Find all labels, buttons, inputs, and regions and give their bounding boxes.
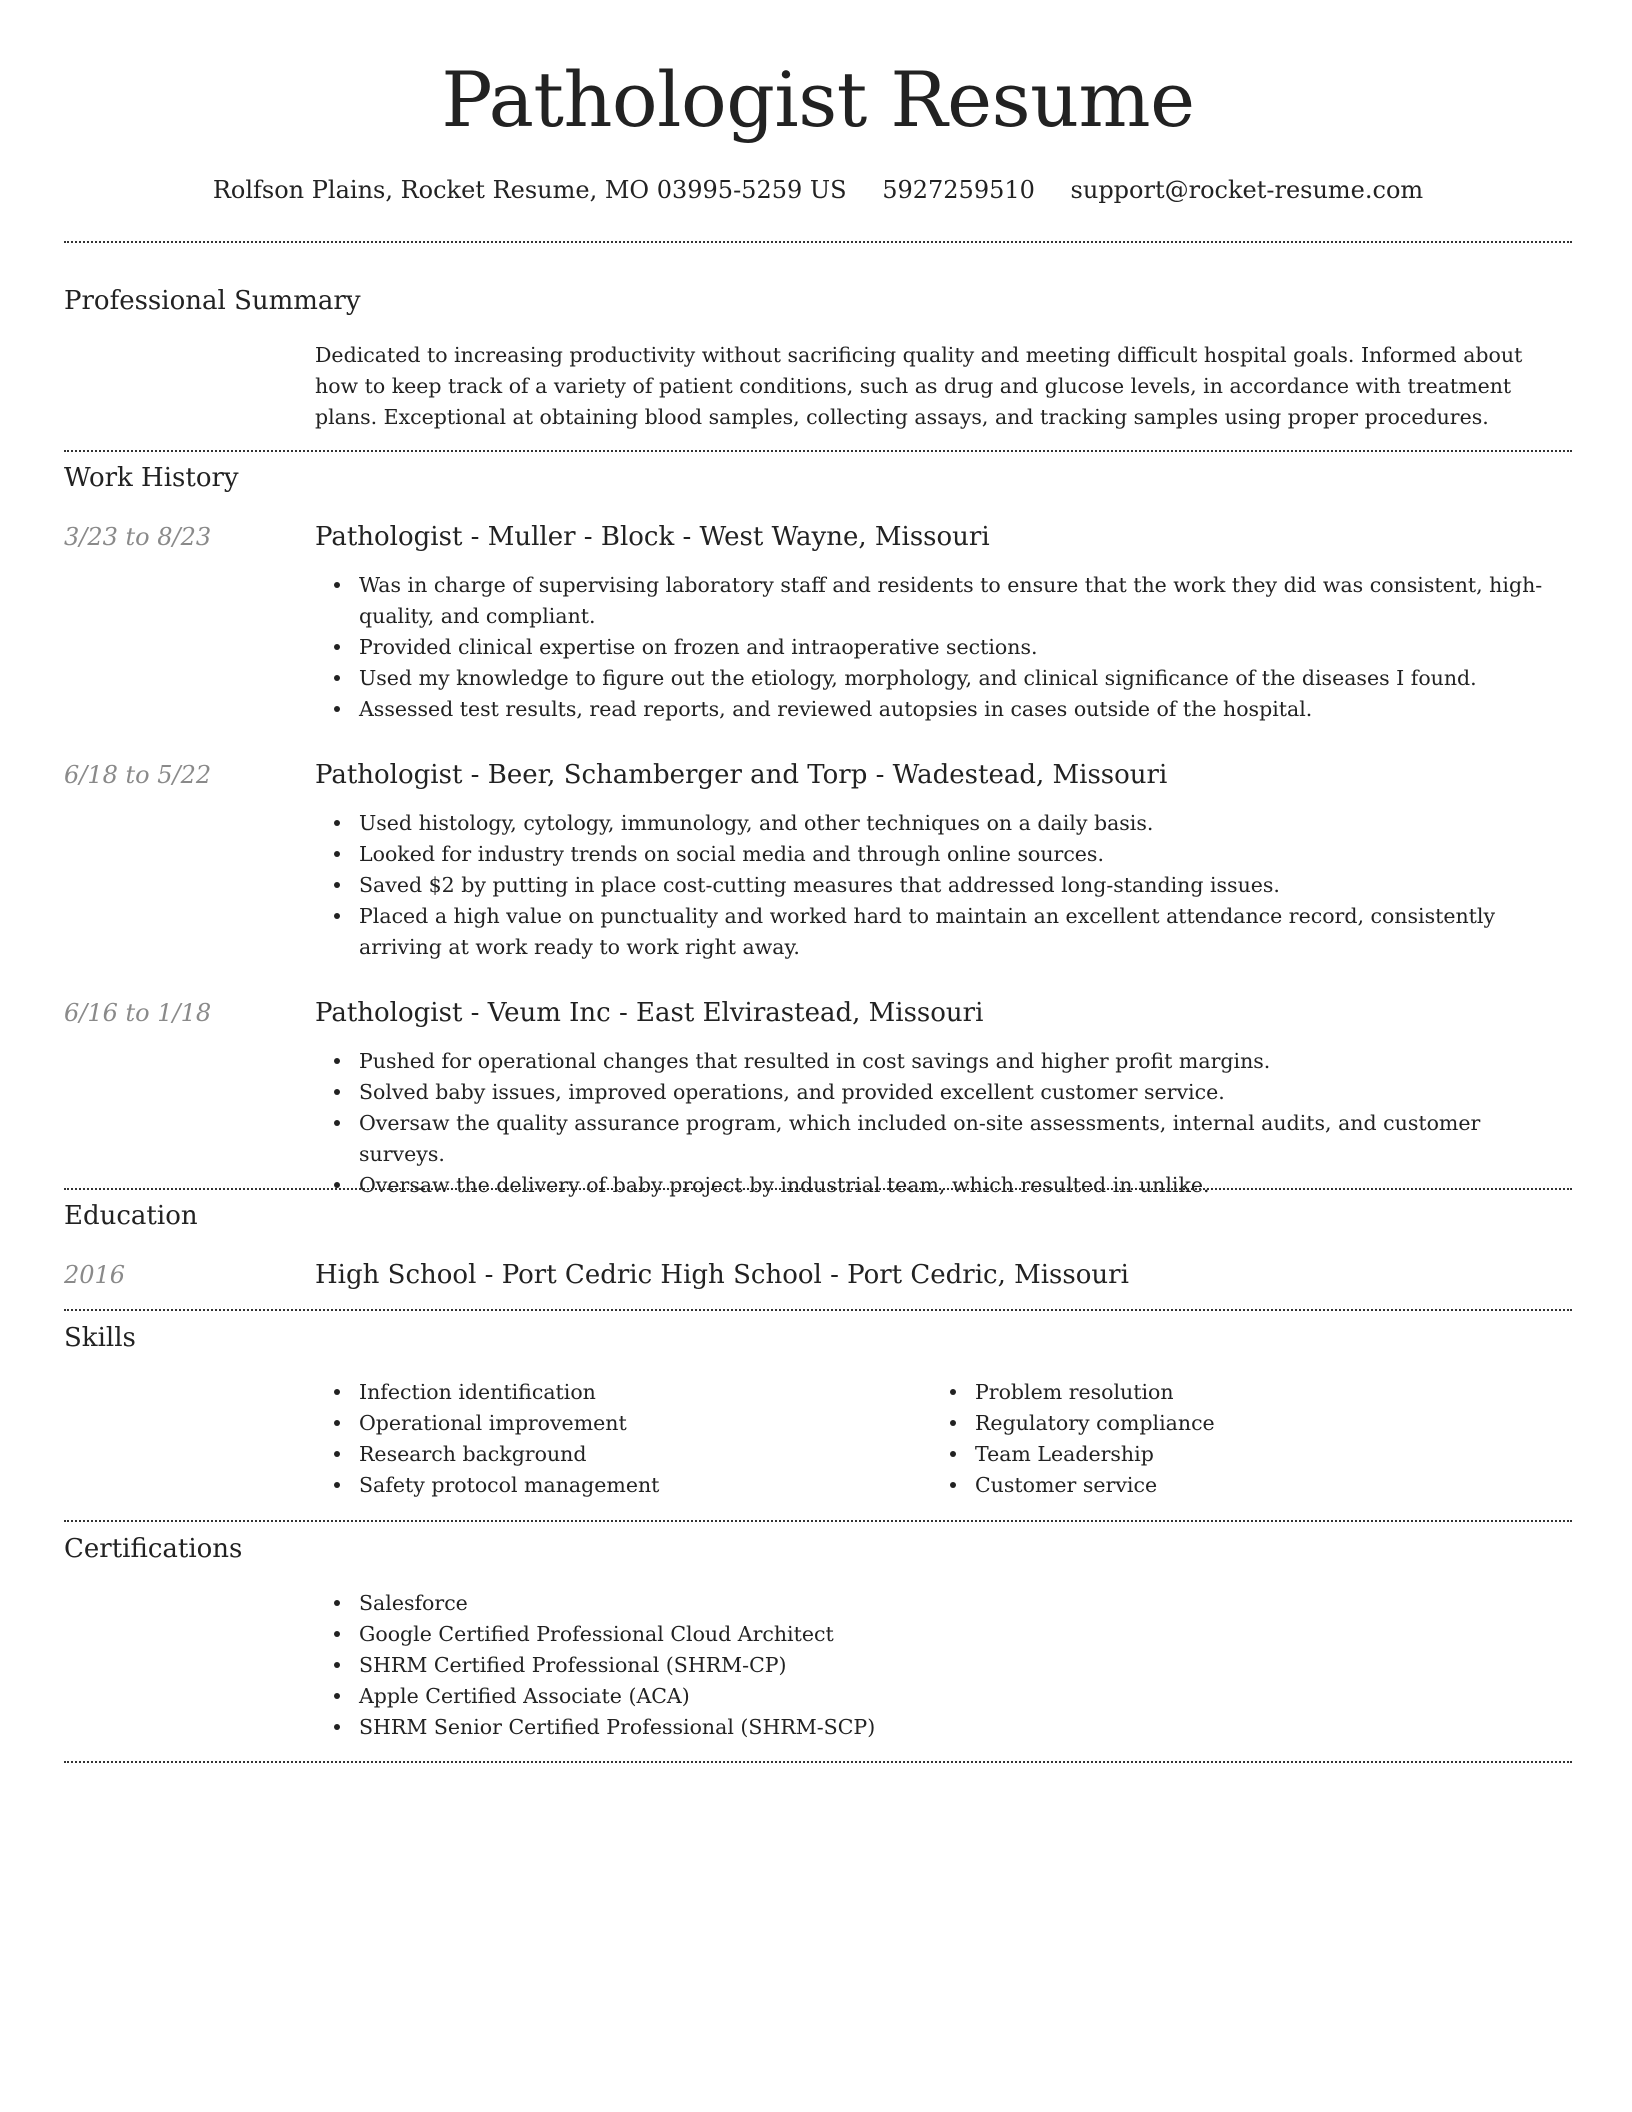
list-item: Problem resolution	[975, 1377, 1632, 1408]
bullet-dot	[334, 913, 340, 919]
contact-address: Rolfson Plains, Rocket Resume, MO 03995-5259 US	[212, 176, 847, 204]
job-title: Pathologist - Veum Inc - East Elvirastead, Missouri	[315, 998, 984, 1028]
job-dates: 6/16 to 1/18	[64, 999, 212, 1027]
list-item: Placed a high value on punctuality and worked hard to maintain an excellent attendance record, consistently arriving at work ready to work right away.	[359, 901, 1560, 963]
contact-email: support@rocket-resume.com	[1070, 176, 1424, 204]
bullet-dot	[334, 675, 340, 681]
list-item: Research background	[359, 1439, 1560, 1470]
bullet-dot	[334, 1420, 340, 1426]
list-item: Pushed for operational changes that resulted in cost savings and higher profit margins.	[359, 1046, 1560, 1077]
list-item: SHRM Senior Certified Professional (SHRM-SCP)	[359, 1712, 1560, 1743]
bullet-dot	[334, 1120, 340, 1126]
section-divider	[64, 1309, 1572, 1311]
bullet-dot	[334, 706, 340, 712]
education-heading: Education	[64, 1201, 198, 1231]
list-item: Salesforce	[359, 1588, 1560, 1619]
list-item: Customer service	[975, 1470, 1632, 1501]
list-item: Assessed test results, read reports, and reviewed autopsies in cases outside of the hospital.	[359, 694, 1560, 725]
bullet-dot	[334, 1724, 340, 1730]
bullet-dot	[334, 1089, 340, 1095]
section-divider	[64, 450, 1572, 452]
bullet-dot	[950, 1451, 956, 1457]
bullet-dot	[334, 582, 340, 588]
certifications-list	[315, 1588, 1560, 1743]
bullet-dot	[334, 1662, 340, 1668]
job-title: Pathologist - Beer, Schamberger and Torp - Wadestead, Missouri	[315, 760, 1168, 790]
list-item: Used histology, cytology, immunology, and other techniques on a daily basis.	[359, 808, 1560, 839]
list-item: Looked for industry trends on social media and through online sources.	[359, 839, 1560, 870]
bullet-dot	[334, 1631, 340, 1637]
list-item: Google Certified Professional Cloud Architect	[359, 1619, 1560, 1650]
job-dates: 6/18 to 5/22	[64, 761, 212, 789]
summary-heading: Professional Summary	[64, 286, 361, 316]
bullet-dot	[950, 1389, 956, 1395]
list-item: Team Leadership	[975, 1439, 1632, 1470]
bullet-dot	[334, 851, 340, 857]
section-divider	[64, 1761, 1572, 1763]
education-entry: High School - Port Cedric High School - Port Cedric, Missouri	[315, 1260, 1129, 1290]
bullet-dot	[334, 1693, 340, 1699]
skills-list-right	[931, 1377, 1632, 1501]
list-item: Saved $2 by putting in place cost-cutting measures that addressed long-standing issues.	[359, 870, 1560, 901]
bullet-dot	[334, 1058, 340, 1064]
contact-phone: 5927259510	[882, 176, 1035, 204]
contact-line	[64, 170, 1572, 210]
bullet-dot	[334, 1451, 340, 1457]
bullet-dot	[950, 1482, 956, 1488]
section-divider	[64, 1520, 1572, 1522]
certifications-heading: Certifications	[64, 1534, 243, 1564]
list-item: Regulatory compliance	[975, 1408, 1632, 1439]
job-dates: 3/23 to 8/23	[64, 523, 212, 551]
job-bullets	[315, 808, 1560, 963]
education-year: 2016	[64, 1261, 126, 1289]
bullet-dot	[334, 1482, 340, 1488]
list-item: Provided clinical expertise on frozen and intraoperative sections.	[359, 632, 1560, 663]
job-title: Pathologist - Muller - Block - West Wayne, Missouri	[315, 522, 990, 552]
job-bullets	[315, 1046, 1560, 1201]
list-item: Solved baby issues, improved operations, and provided excellent customer service.	[359, 1077, 1560, 1108]
list-item: Oversaw the quality assurance program, which included on-site assessments, internal audits, and customer surveys.	[359, 1108, 1560, 1170]
bullet-dot	[334, 882, 340, 888]
bullet-dot	[334, 1600, 340, 1606]
list-item: SHRM Certified Professional (SHRM-CP)	[359, 1650, 1560, 1681]
bullet-dot	[334, 1389, 340, 1395]
section-divider	[64, 1188, 1572, 1190]
bullet-dot	[950, 1420, 956, 1426]
skills-heading: Skills	[64, 1323, 136, 1353]
work-history-heading: Work History	[64, 463, 239, 493]
section-divider	[64, 241, 1572, 243]
list-item: Used my knowledge to figure out the etiology, morphology, and clinical significance of the diseases I found.	[359, 663, 1560, 694]
list-item: Infection identification	[359, 1377, 1560, 1408]
bullet-dot	[334, 820, 340, 826]
list-item: Was in charge of supervising laboratory staff and residents to ensure that the work they did was consistent, high-quality, and compliant.	[359, 570, 1560, 632]
resume-title: Pathologist Resume	[441, 55, 1195, 144]
list-item: Operational improvement	[359, 1408, 1560, 1439]
list-item: Oversaw the delivery of baby project by industrial team, which resulted in unlike.	[359, 1170, 1560, 1201]
list-item: Safety protocol management	[359, 1470, 1560, 1501]
job-bullets	[315, 570, 1560, 725]
list-item: Apple Certified Associate (ACA)	[359, 1681, 1560, 1712]
bullet-dot	[334, 644, 340, 650]
summary-text: Dedicated to increasing productivity without sacrificing quality and meeting difficult hospital goals. Informed about how to keep track of a variety of patient conditions, such as drug and glucose levels, in accordance with treatment plans. Exceptional at obtaining blood samples, collecting assays, and tracking samples using proper procedures.	[315, 343, 1523, 429]
